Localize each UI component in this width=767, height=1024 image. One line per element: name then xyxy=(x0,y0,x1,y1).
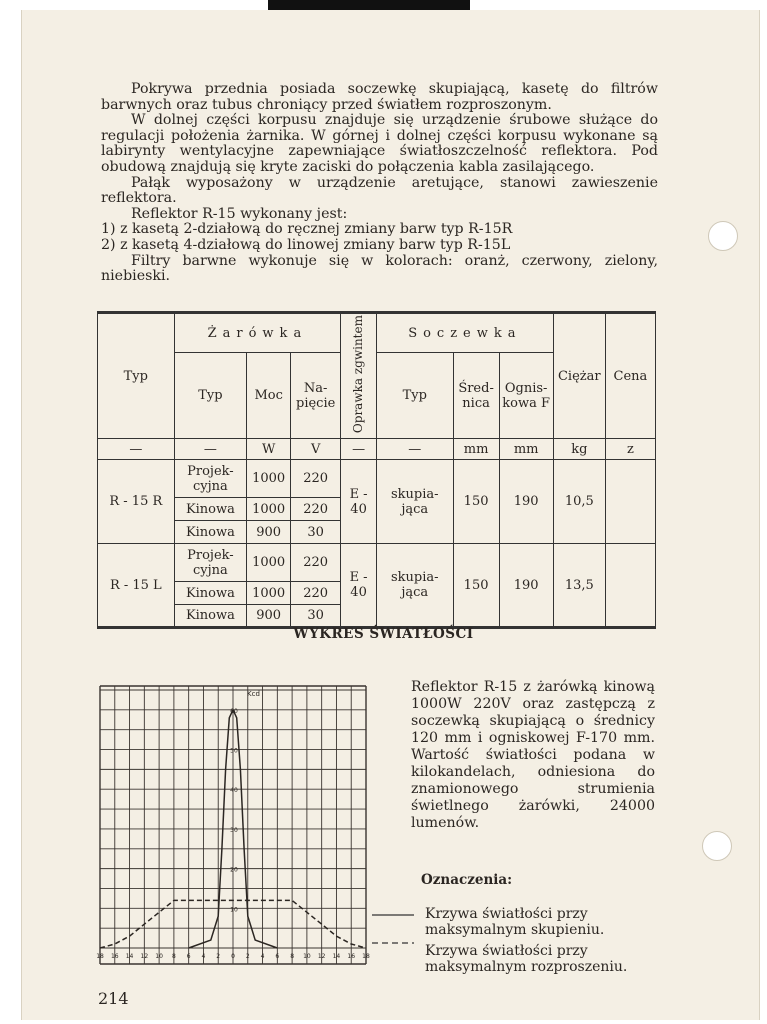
x-tick-label: 14 xyxy=(125,953,134,960)
x-tick-label: 10 xyxy=(303,953,311,960)
unit-cell: — xyxy=(341,439,377,460)
cell-nap: 30 xyxy=(291,605,341,628)
x-tick-label: 12 xyxy=(317,953,326,960)
header-napiecie: Na-pięcie xyxy=(291,353,341,439)
cell-moc: 900 xyxy=(247,605,291,628)
header-ciezar: Ciężar xyxy=(553,313,605,439)
y-tick-label: 10 xyxy=(230,906,238,914)
cell-nap: 220 xyxy=(291,460,341,498)
punch-hole xyxy=(708,221,738,251)
y-tick-label: 60 xyxy=(230,707,238,715)
spec-table xyxy=(97,311,656,629)
intro-paragraph: Pałąk wyposażony w urządzenie aretujące, stanowi zawieszenie reflektora. xyxy=(101,174,658,207)
x-tick-label: 16 xyxy=(347,953,356,960)
cell-nap: 30 xyxy=(291,521,341,544)
header-ogniskowa: Ognis-kowa F xyxy=(499,353,553,439)
legend-solid-text: Krzywa światłości przy maksymalnym skupieniu. xyxy=(425,906,605,938)
header-cena: Cena xyxy=(605,313,655,439)
y-tick-label: 20 xyxy=(230,866,238,874)
header-moc: Moc xyxy=(247,353,291,439)
x-tick-label: 0 xyxy=(231,953,235,960)
y-tick-label: 40 xyxy=(230,787,238,795)
page-number: 214 xyxy=(98,989,129,1008)
cell-nap: 220 xyxy=(291,582,341,605)
cell-oprawka: E - 40 xyxy=(341,544,377,628)
header-soczewka-typ: Typ xyxy=(376,353,453,439)
intro-paragraph: Reflektor R-15 wykonany jest: xyxy=(131,205,348,222)
x-tick-label: 6 xyxy=(275,953,280,960)
cell-ciezar: 10,5 xyxy=(553,460,605,544)
legend-title: Oznaczenia: xyxy=(421,872,513,888)
intro-paragraph: Pokrywa przednia posiada soczewkę skupiającą, kasetę do filtrów barwnych oraz tubus chroniący przed światłem rozproszonym. xyxy=(101,81,658,113)
cell-cena xyxy=(605,544,655,628)
x-tick-label: 18 xyxy=(362,953,370,960)
luminous-intensity-chart xyxy=(96,686,370,964)
unit-cell: kg xyxy=(553,439,605,460)
header-srednica: Śred-nica xyxy=(453,353,499,439)
unit-cell: z xyxy=(605,439,655,460)
cell-bulb-typ: Projek-cyjna xyxy=(174,544,247,582)
cell-bulb-typ: Kinowa xyxy=(174,498,247,521)
x-tick-label: 8 xyxy=(171,953,176,960)
list-item: 2) z kasetą 4-działową do linowej zmiany barw typ R-15L xyxy=(101,236,511,253)
chart-description: Reflektor R-15 z żarówką kinową 1000W 220V oraz zastępczą z soczewką skupiającą o średnicy 120 mm i ogniskowej F-170 mm. Wartość światłości podana w kilokandelach, odniesiona do znamionowego strumienia świetlnego żarówki, 24000 lumenów. xyxy=(411,679,655,831)
x-tick-label: 2 xyxy=(245,953,250,960)
unit-cell: V xyxy=(291,439,341,460)
cell-typ: R - 15 L xyxy=(98,544,175,628)
cell-moc: 900 xyxy=(247,521,291,544)
header-typ: Typ xyxy=(98,313,175,439)
cell-srednica: 150 xyxy=(453,460,499,544)
x-tick-label: 18 xyxy=(96,953,104,960)
y-tick-label: 50 xyxy=(230,747,238,755)
unit-cell: mm xyxy=(499,439,553,460)
cell-srednica: 150 xyxy=(453,544,499,628)
y-tick-label: 30 xyxy=(230,826,238,834)
x-tick-label: 6 xyxy=(186,953,191,960)
cell-oprawka: E - 40 xyxy=(341,460,377,544)
list-item: 1) z kasetą 2-działową do ręcznej zmiany barw typ R-15R xyxy=(101,221,513,238)
cell-moc: 1000 xyxy=(247,582,291,605)
x-tick-label: 4 xyxy=(260,953,265,960)
cell-bulb-typ: Kinowa xyxy=(174,582,247,605)
x-tick-label: 12 xyxy=(140,953,149,960)
legend-dashed-text: Krzywa światłości przy maksymalnym rozproszeniu. xyxy=(425,943,628,975)
x-tick-label: 8 xyxy=(290,953,295,960)
header-zarowka-typ: Typ xyxy=(174,353,247,439)
cell-ogniskowa: 190 xyxy=(499,544,553,628)
x-tick-label: 16 xyxy=(110,953,119,960)
cell-nap: 220 xyxy=(291,544,341,582)
unit-cell: W xyxy=(247,439,291,460)
intro-text xyxy=(101,82,658,285)
cell-moc: 1000 xyxy=(247,498,291,521)
unit-cell: mm xyxy=(453,439,499,460)
cell-ogniskowa: 190 xyxy=(499,460,553,544)
cell-nap: 220 xyxy=(291,498,341,521)
unit-cell: — xyxy=(174,439,247,460)
cell-ciezar: 13,5 xyxy=(553,544,605,628)
header-oprawka: Oprawka zgwintem xyxy=(341,313,377,439)
header-soczewka: Soczewka xyxy=(376,313,553,353)
table-row xyxy=(98,460,656,498)
cell-soczewka-typ: skupia-jąca xyxy=(376,460,453,544)
cell-moc: 1000 xyxy=(247,544,291,582)
cell-bulb-typ: Kinowa xyxy=(174,521,247,544)
y-axis-label: Kcd xyxy=(247,690,260,698)
cell-soczewka-typ: skupia-jąca xyxy=(376,544,453,628)
header-zarowka: Żarówka xyxy=(174,313,341,353)
chart-title: WYKRES ŚWIATŁOŚCI xyxy=(293,626,474,642)
cell-typ: R - 15 R xyxy=(98,460,175,544)
top-dark-strip xyxy=(268,0,470,10)
table-row xyxy=(98,544,656,582)
x-tick-label: 14 xyxy=(332,953,341,960)
cell-bulb-typ: Projek-cyjna xyxy=(174,460,247,498)
legend-line-solid xyxy=(370,910,420,950)
punch-hole xyxy=(702,831,732,861)
units-row xyxy=(98,439,656,460)
unit-cell: — xyxy=(98,439,175,460)
cell-cena xyxy=(605,460,655,544)
intro-paragraph: Filtry barwne wykonuje się w kolorach: oranż, czerwony, zielony, niebieski. xyxy=(101,252,658,285)
x-tick-label: 10 xyxy=(155,953,163,960)
cell-moc: 1000 xyxy=(247,460,291,498)
x-tick-label: 2 xyxy=(216,953,221,960)
intro-paragraph: W dolnej części korpusu znajduje się urządzenie śrubowe służące do regulacji położenia żarnika. W górnej i dolnej części korpusu wykonane są labirynty wentylacyjne zapewniające światłoszczelność reflektora. Pod obudową znajdują się kryte zaciski do połączenia kabla zasilającego. xyxy=(101,112,658,175)
unit-cell: — xyxy=(376,439,453,460)
x-tick-label: 4 xyxy=(201,953,206,960)
cell-bulb-typ: Kinowa xyxy=(174,605,247,628)
